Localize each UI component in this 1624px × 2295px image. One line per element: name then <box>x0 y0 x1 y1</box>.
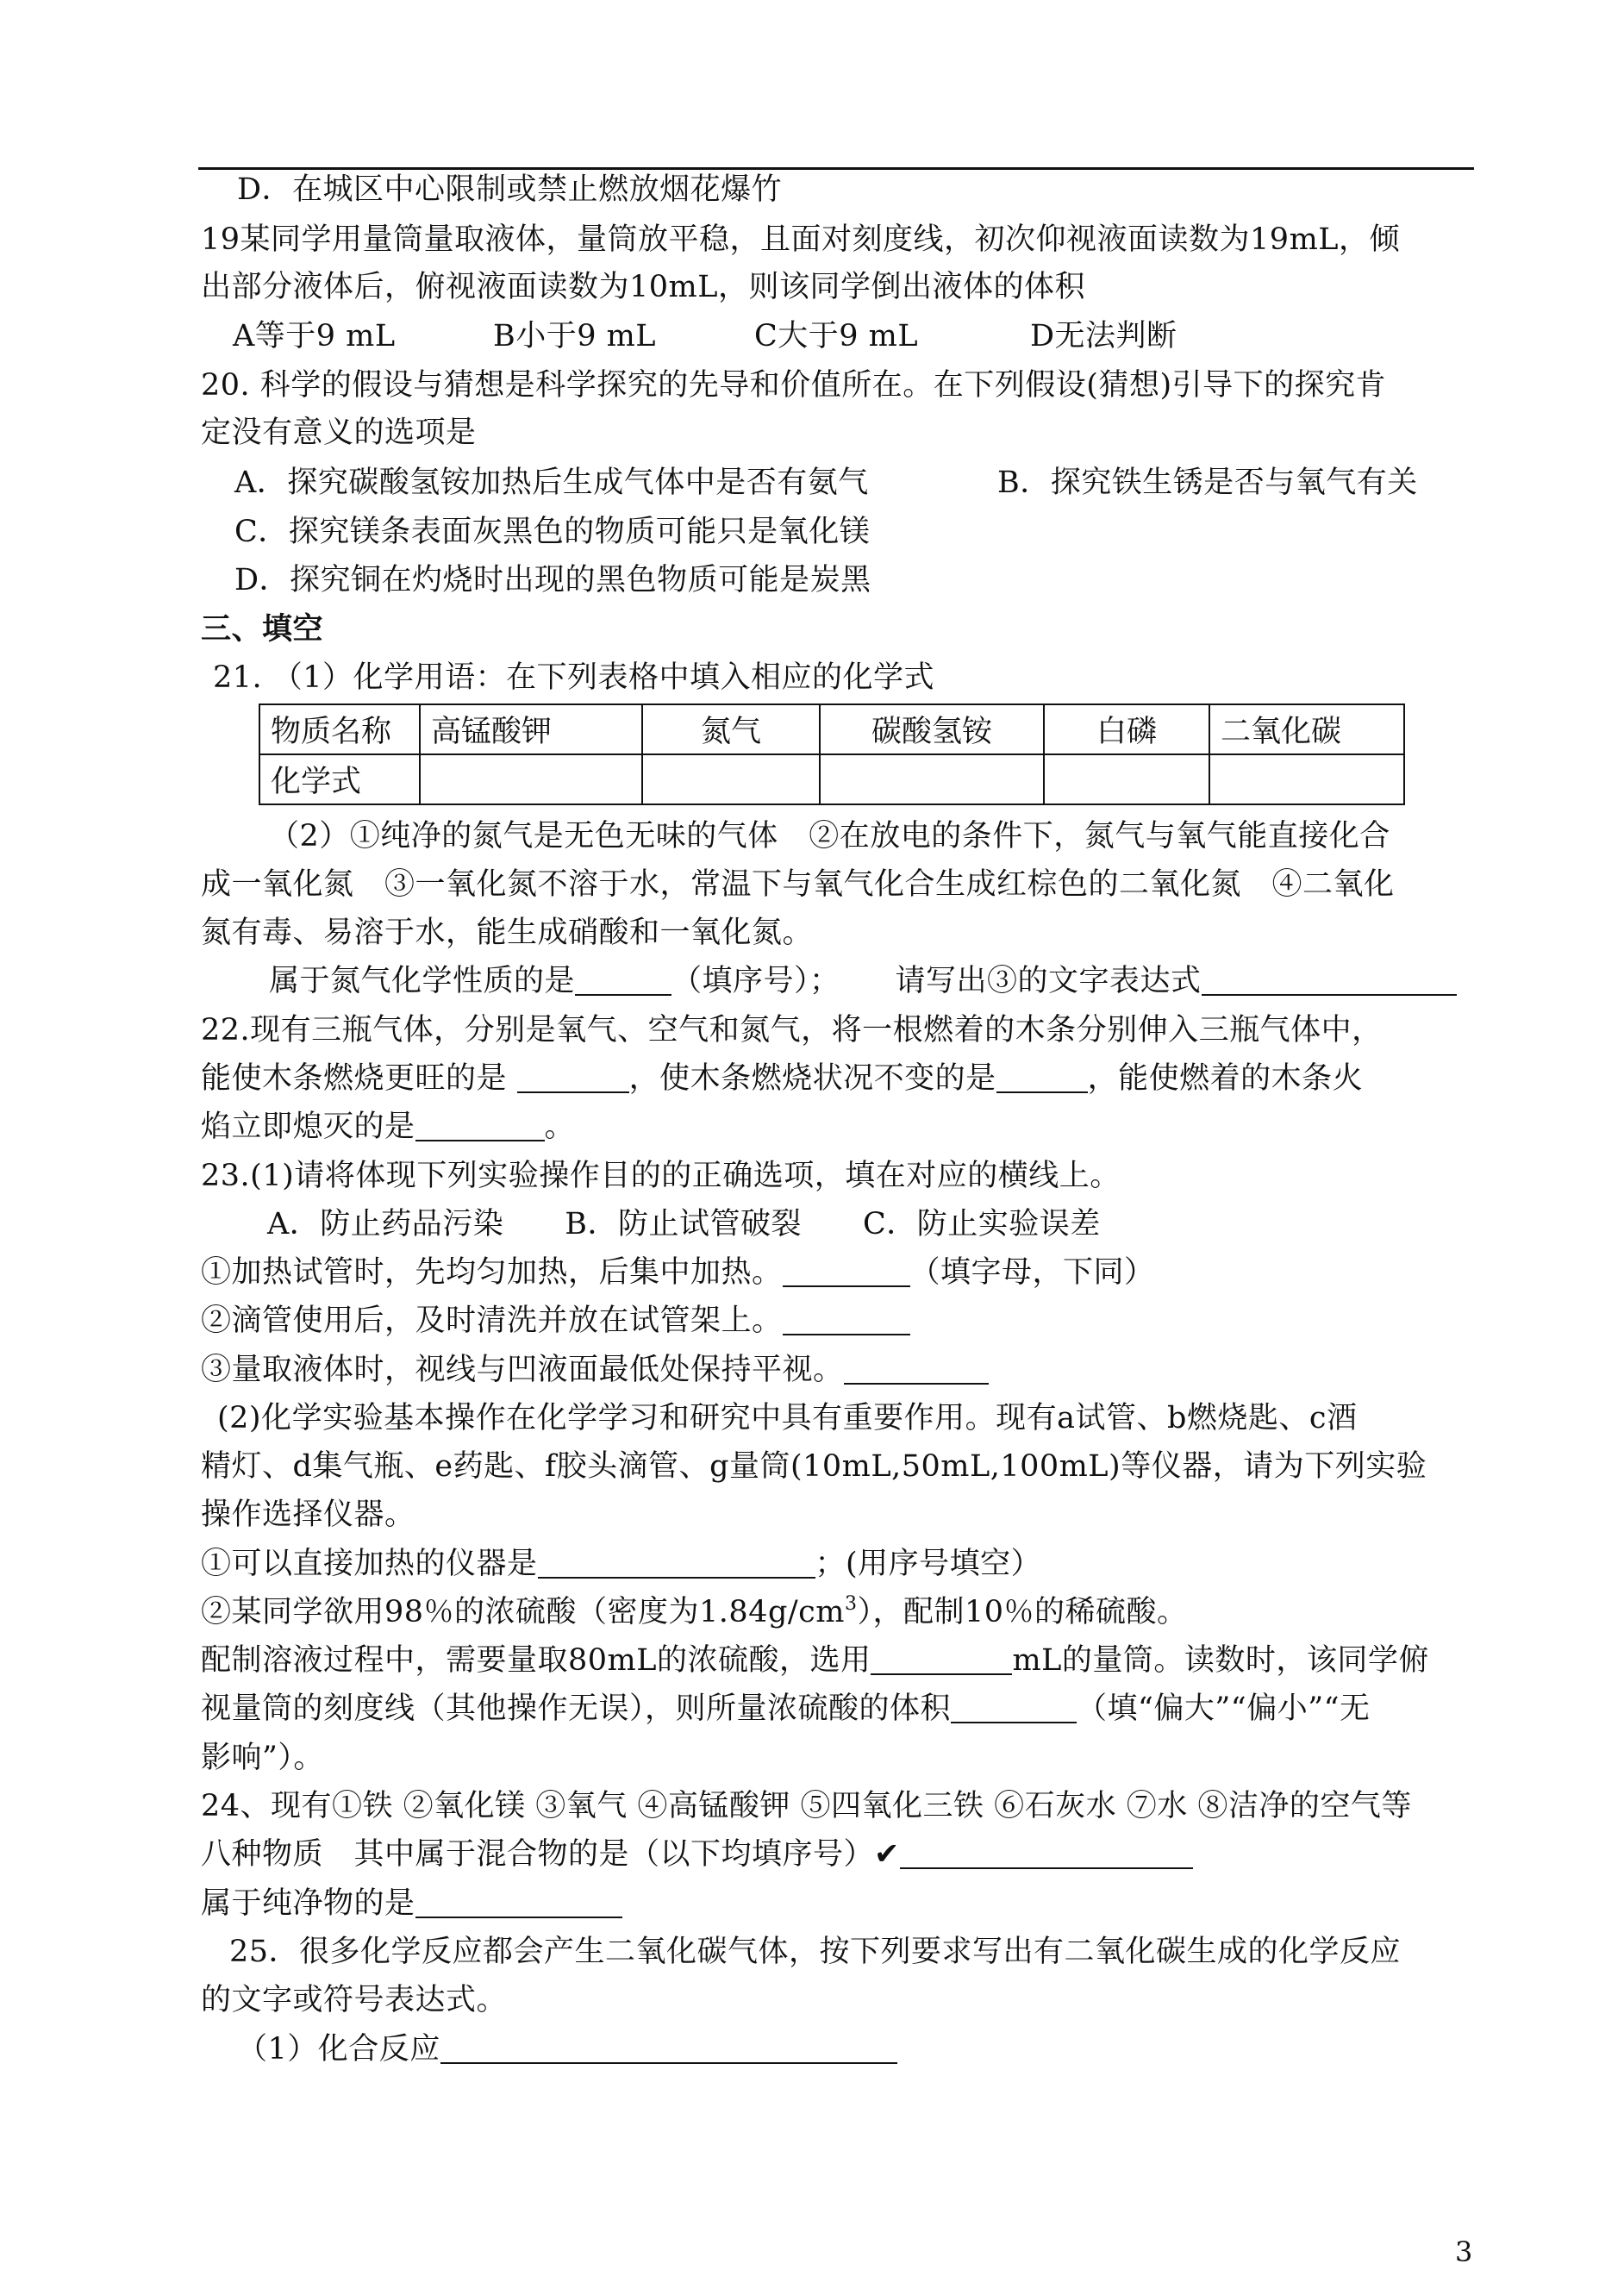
q23-text: ），配制10％的稀硫酸。 <box>857 1595 1188 1629</box>
q22-line1: 22.现有三瓶气体，分别是氧气、空气和氮气，将一根燃着的木条分别伸入三瓶气体中， <box>201 1013 1383 1047</box>
cell-formula-blank[interactable] <box>1209 754 1404 804</box>
page-number: 3 <box>1455 2236 1473 2268</box>
answer-blank[interactable] <box>415 1110 545 1141</box>
ask-text: 属于氮气化学性质的是 <box>269 964 576 998</box>
table-row <box>259 754 1404 804</box>
q18-option-d: D．在城区中心限制或禁止燃放烟花爆竹 <box>237 172 783 207</box>
q23-p2-line2: 精灯、d集气瓶、e药匙、f胶头滴管、g量筒(10mL,50mL,100mL)等仪器，请为下列实验 <box>201 1449 1427 1484</box>
q24-line1: 24、现有①铁 ②氧化镁 ③氧气 ④高锰酸钾 ⑤四氧化三铁 ⑥石灰水 ⑦水 ⑧洁净的空气等 <box>201 1789 1412 1823</box>
ask-text: （填序号）； <box>671 964 840 998</box>
q20-option-a: A．探究碳酸氢铵加热后生成气体中是否有氨气 <box>234 466 869 500</box>
cell-substance: 二氧化碳 <box>1209 704 1404 754</box>
q20-option-c: C．探究镁条表面灰黑色的物质可能只是氧化镁 <box>234 515 871 549</box>
q22-text: ，能使燃着的木条火 <box>1087 1061 1364 1096</box>
q23-item3 <box>201 1353 989 1387</box>
q21-p2-line3: 氮有毒、易溶于水，能生成硝酸和一氧化氮。 <box>201 916 814 950</box>
q22-text: 能使木条燃烧更旺的是 <box>201 1061 508 1096</box>
q25-text: （1）化合反应 <box>237 2032 440 2067</box>
answer-blank[interactable] <box>538 1548 815 1579</box>
q19-option-b: B小于9 mL <box>493 319 657 353</box>
q23-text: ；(用序号填空） <box>815 1547 1042 1581</box>
cell-substance: 高锰酸钾 <box>420 704 642 754</box>
q21-line1: 21. （1）化学用语：在下列表格中填入相应的化学式 <box>213 660 935 695</box>
ask-text: 请写出③的文字表达式 <box>895 964 1202 998</box>
q23-text: （填“偏大”“偏小”“无 <box>1077 1692 1371 1726</box>
answer-blank[interactable] <box>900 1838 1193 1869</box>
cell-substance: 白磷 <box>1044 704 1209 754</box>
answer-blank[interactable] <box>415 1887 622 1918</box>
q24-line3 <box>201 1886 622 1921</box>
q20-option-d: D．探究铜在灼烧时出现的黑色物质可能是炭黑 <box>234 563 871 597</box>
header-substance-name: 物质名称 <box>259 704 420 754</box>
q24-text: 八种物质 其中属于混合物的是（以下均填序号） <box>201 1837 875 1872</box>
answer-blank[interactable] <box>517 1062 629 1093</box>
answer-blank[interactable] <box>783 1304 910 1335</box>
q23-p2-item5: 影响”）。 <box>201 1741 324 1775</box>
q19-line2: 出部分液体后，俯视液面读数为10mL，则该同学倒出液体的体积 <box>201 270 1085 304</box>
q23-p2-item2 <box>201 1595 1188 1629</box>
q23-text: ②某同学欲用98％的浓硫酸（密度为1.84g/cm <box>201 1595 845 1629</box>
q22-text: ，使木条燃烧状况不变的是 <box>628 1061 996 1096</box>
header-rule <box>198 167 1474 170</box>
q23-text: 视量筒的刻度线（其他操作无误），则所量浓硫酸的体积 <box>201 1692 952 1726</box>
q21-p2-line1: （2）①纯净的氮气是无色无味的气体 ②在放电的条件下，氮气与氧气能直接化合 <box>269 819 1390 854</box>
q23-text: ①加热试管时，先均匀加热，后集中加热。 <box>201 1255 783 1290</box>
answer-blank[interactable] <box>440 2033 897 2064</box>
answer-blank[interactable] <box>871 1644 1012 1675</box>
q20-line1: 20. 科学的假设与猜想是科学探究的先导和价值所在。在下列假设(猜想)引导下的探究肯 <box>201 368 1387 403</box>
q23-text: ①可以直接加热的仪器是 <box>201 1547 538 1581</box>
q23-p2-item1 <box>201 1547 1041 1581</box>
q24-line2 <box>201 1837 1193 1872</box>
cell-substance: 氮气 <box>642 704 820 754</box>
answer-blank[interactable] <box>844 1354 989 1385</box>
q22-line3 <box>201 1110 575 1144</box>
chemical-formula-table <box>259 704 1405 805</box>
q23-p2-item4 <box>201 1692 1370 1726</box>
cell-formula-blank[interactable] <box>820 754 1044 804</box>
q23-text: （填字母，下同） <box>909 1255 1155 1290</box>
q23-text: 配制溶液过程中，需要量取80mL的浓硫酸，选用 <box>201 1643 871 1678</box>
q19-option-d: D无法判断 <box>1030 319 1177 353</box>
q23-item2 <box>201 1304 910 1338</box>
table-row <box>259 704 1404 754</box>
q20-line2: 定没有意义的选项是 <box>201 416 477 450</box>
q21-p2-line2: 成一氧化氮 ③一氧化氮不溶于水，常温下与氧气化合生成红棕色的二氧化氮 ④二氧化 <box>201 867 1395 902</box>
q19-option-a: A等于9 mL <box>233 319 396 353</box>
q23-text: mL的量筒。读数时，该同学俯 <box>1012 1643 1429 1678</box>
q23-text: ③量取液体时，视线与凹液面最低处保持平视。 <box>201 1353 844 1387</box>
cell-formula-blank[interactable] <box>1044 754 1209 804</box>
section-title: 三、填空 <box>201 611 324 647</box>
answer-blank[interactable] <box>951 1692 1077 1723</box>
q24-text: 属于纯净物的是 <box>201 1886 415 1921</box>
q22-line2 <box>201 1061 1363 1096</box>
q25-item1 <box>237 2032 897 2067</box>
q19-option-c: C大于9 mL <box>754 319 919 353</box>
answer-blank[interactable] <box>1202 965 1457 996</box>
q21-p2-ask <box>269 964 1457 998</box>
q25-line1: 25．很多化学反应都会产生二氧化碳气体，按下列要求写出有二氧化碳生成的化学反应 <box>229 1935 1402 1969</box>
answer-blank[interactable] <box>575 965 671 996</box>
q23-line1: 23.(1)请将体现下列实验操作目的的正确选项，填在对应的横线上。 <box>201 1159 1121 1193</box>
answer-blank[interactable] <box>783 1256 910 1287</box>
q20-option-b: B．探究铁生锈是否与氧气有关 <box>997 466 1418 500</box>
q23-p2-line3: 操作选择仪器。 <box>201 1498 415 1532</box>
q23-p2-item3 <box>201 1643 1429 1678</box>
header-formula: 化学式 <box>259 754 420 804</box>
q23-text: ②滴管使用后，及时清洗并放在试管架上。 <box>201 1304 783 1338</box>
superscript: 3 <box>844 1593 858 1615</box>
answer-blank[interactable] <box>996 1062 1088 1093</box>
q19-line1: 19某同学用量筒量取液体，量筒放平稳，且面对刻度线，初次仰视液面读数为19mL，倾 <box>201 222 1401 257</box>
q23-p2-line1: (2)化学实验基本操作在化学学习和研究中具有重要作用。现有a试管、b燃烧匙、c酒 <box>217 1401 1358 1435</box>
q23-item1 <box>201 1255 1155 1290</box>
q23-options: A．防止药品污染 B．防止试管破裂 C．防止实验误差 <box>267 1207 1101 1241</box>
q22-text: 。 <box>544 1110 576 1144</box>
cell-formula-blank[interactable] <box>642 754 820 804</box>
q25-line2: 的文字或符号表达式。 <box>201 1983 508 2017</box>
q22-text: 焰立即熄灭的是 <box>201 1110 415 1144</box>
cell-substance: 碳酸氢铵 <box>820 704 1044 754</box>
check-mark-icon: ✔ <box>874 1837 900 1872</box>
cell-formula-blank[interactable] <box>420 754 642 804</box>
